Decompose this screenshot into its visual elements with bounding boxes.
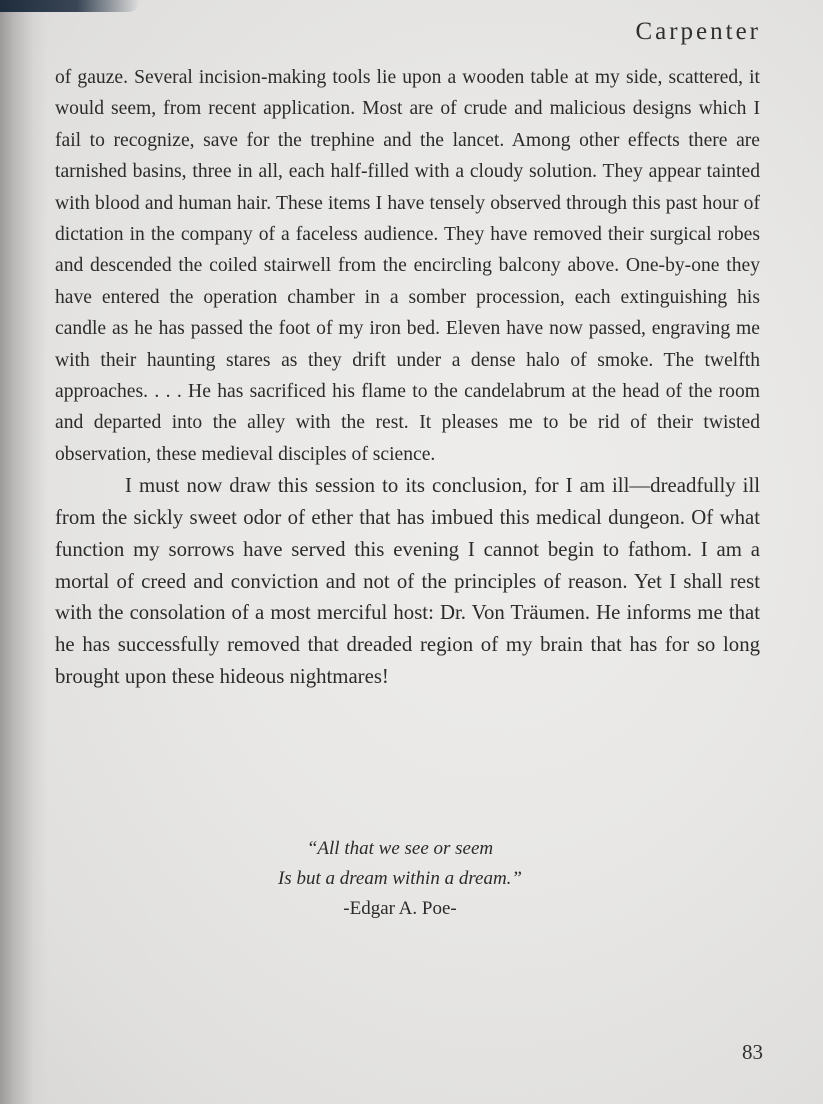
page-corner-shadow (0, 0, 140, 12)
epigraph-line-2: Is but a dream within a dream.” (277, 868, 522, 889)
epigraph-attribution: -Edgar A. Poe- (343, 898, 457, 919)
page-number: 83 (742, 1040, 763, 1064)
epigraph-line-1: “All that we see or seem (306, 838, 494, 859)
body-text (55, 62, 760, 693)
paragraph-1: of gauze. Several incision-making tools lie upon a wooden table at my side, scattered, it would seem, from recent application. Most are of crude and malicious designs which I fail to recognize, save for the trephine and the lancet. Among other effects there are tarnished basins, three in all, each half-filled with a cloudy solution. They appear tainted with blood and human hair. These items I have tensely observed through this past hour of dictation in the company of a faceless audience. They have removed their surgical robes and descended the coiled stairwell from the encircling balcony above. One-by-one they have entered the operation chamber in a somber procession, each extinguishing his candle as he has passed the foot of my iron bed. Eleven have now passed, engraving me with their haunting stares as they drift under a dense halo of smoke. The twelfth approaches. . . . He has sacrificed his flame to the candelabrum at the head of the room and departed into the alley with the rest. It pleases me to be rid of their twisted observation, these medieval disciples of science. (55, 67, 760, 465)
paragraph-2: I must now draw this session to its conclusion, for I am ill—dreadfully ill from the sickly sweet odor of ether that has imbued this medical dungeon. Of what function my sorrows have served this evening I cannot begin to fathom. I am a mortal of creed and conviction and not of the principles of reason. Yet I shall rest with the consolation of a most merciful host: Dr. Von Träumen. He informs me that he has successfully removed that dreaded region of my brain that has for so long brought upon these hideous nightmares! (55, 474, 760, 689)
binding-gutter-shadow (0, 0, 48, 1104)
epigraph (190, 834, 610, 924)
running-head: Carpenter (635, 18, 761, 45)
